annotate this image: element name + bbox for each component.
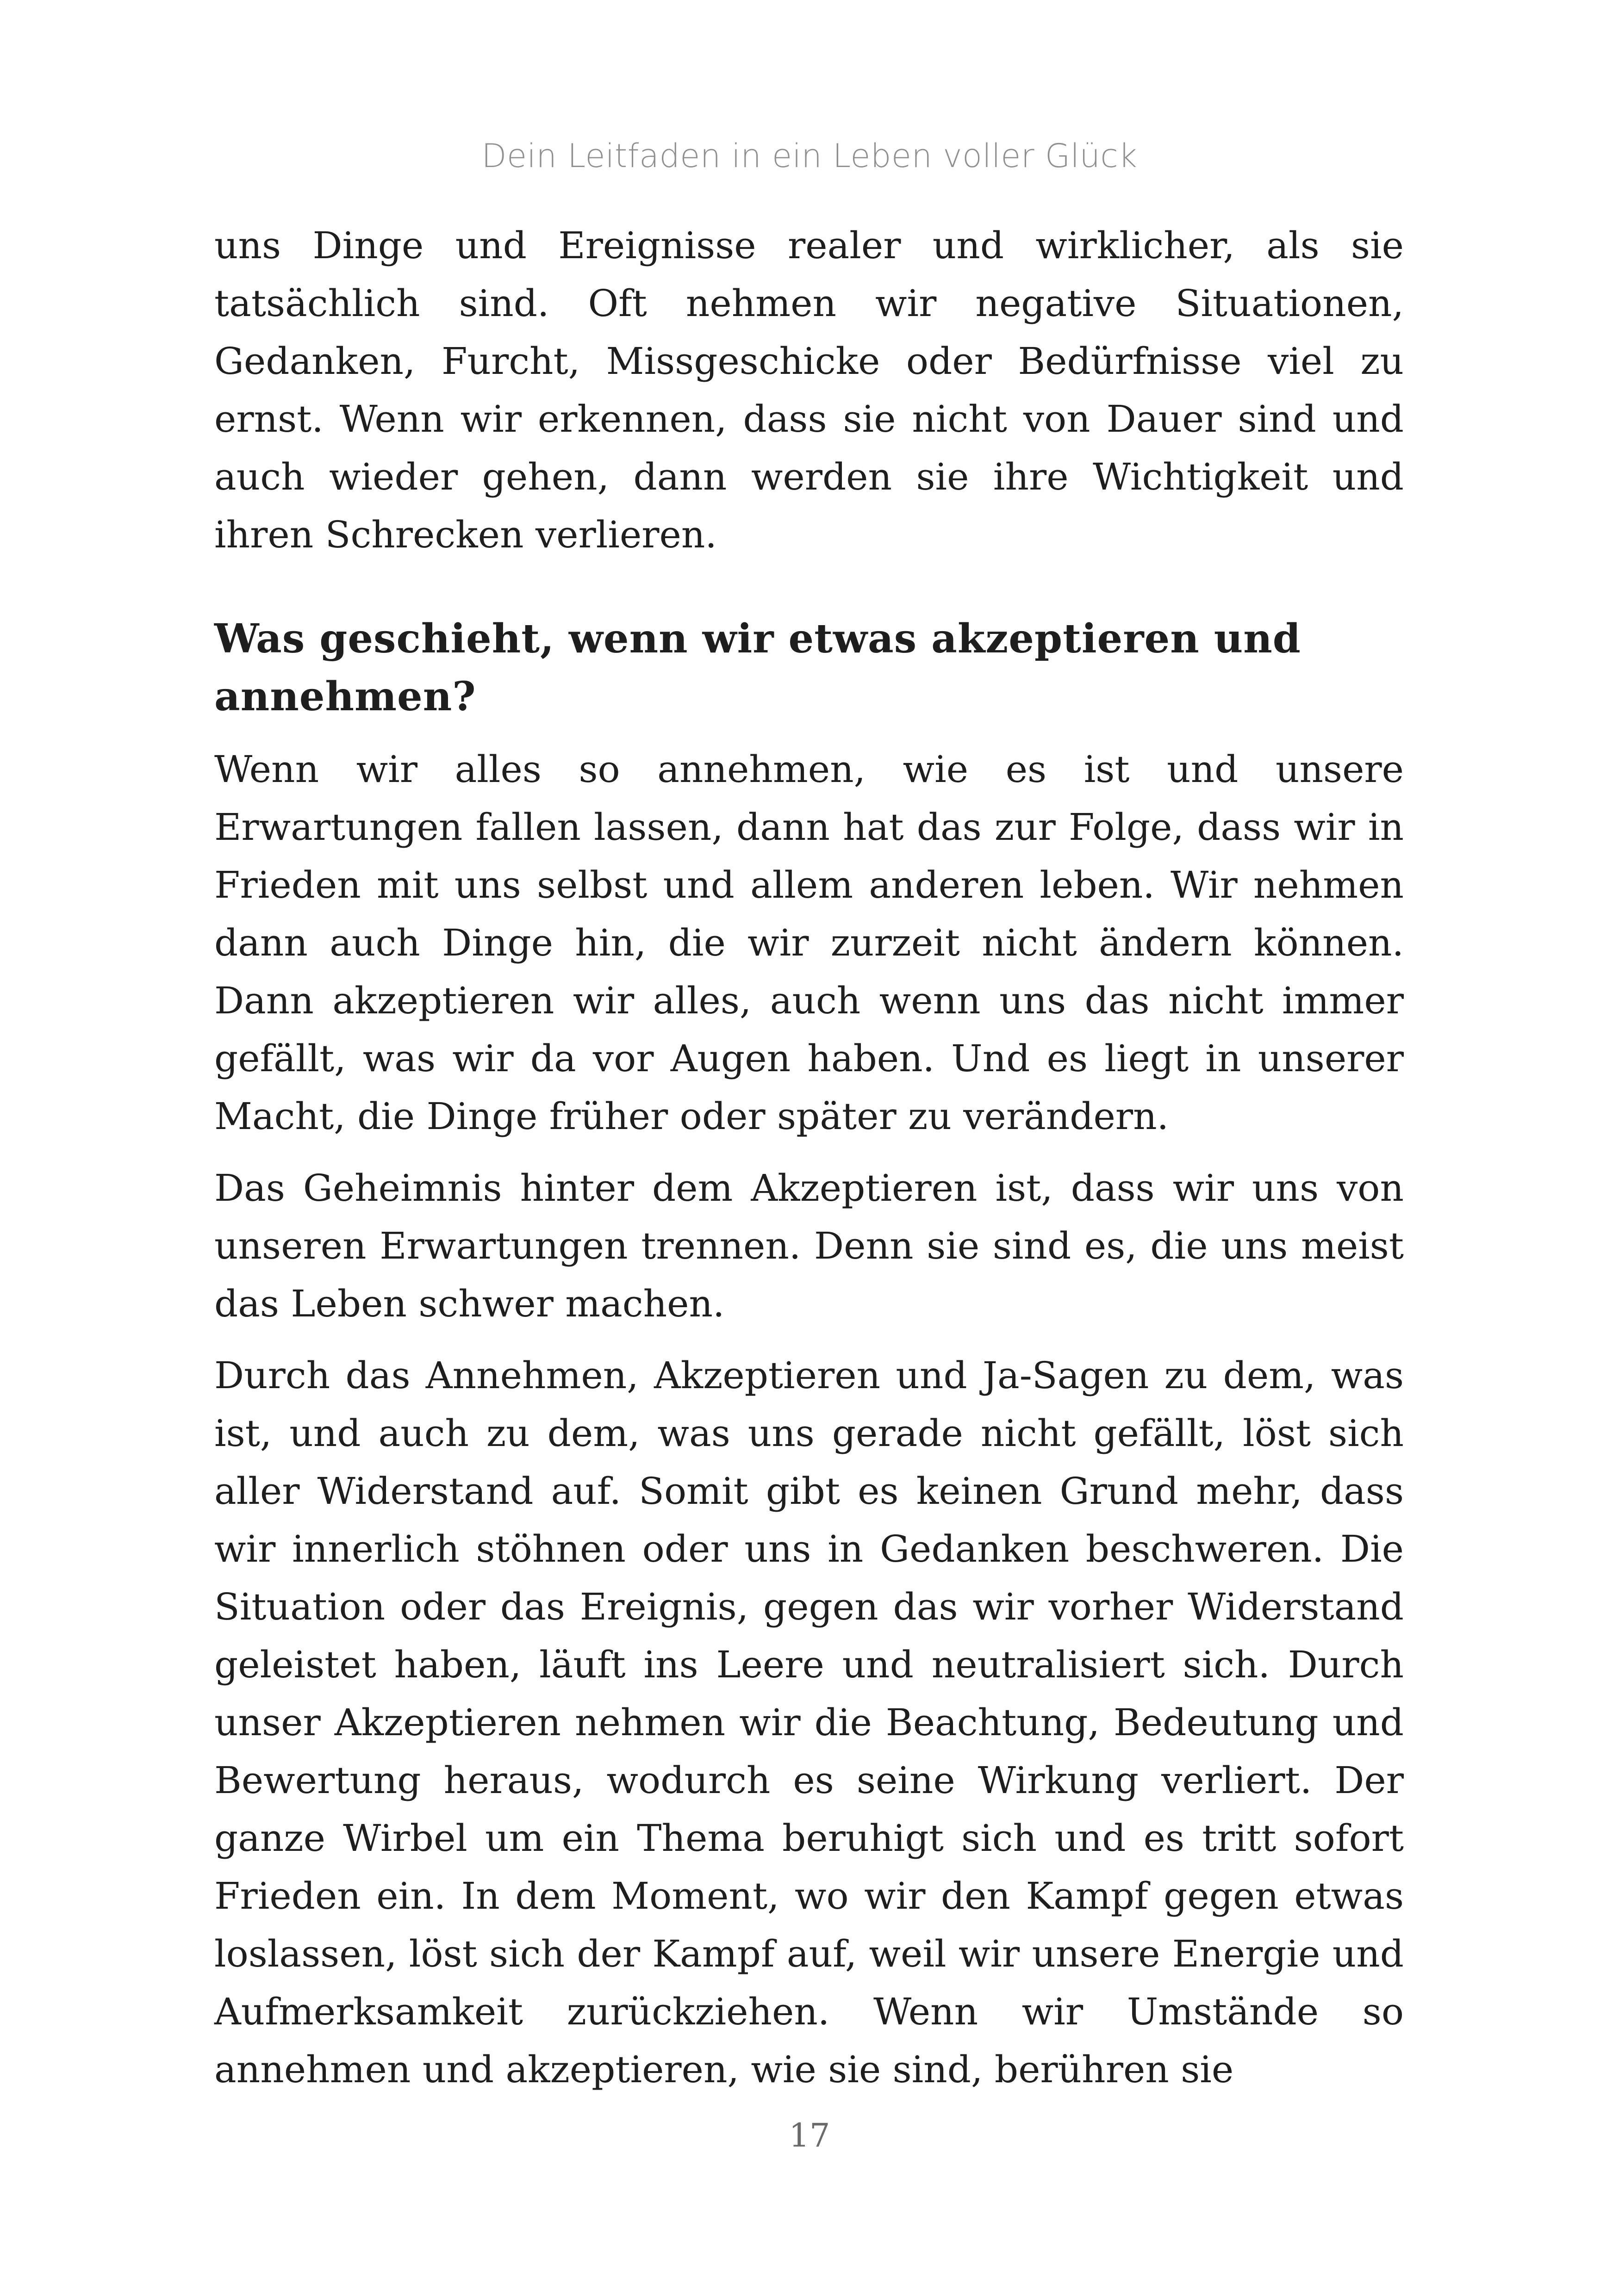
paragraph-1: Wenn wir alles so annehmen, wie es ist und unsere Erwartungen fallen lassen, dann hat das zur Folge, dass wir in Frieden mit uns selbst und allem anderen leben. Wir nehmen dann auch Dinge hin, die wir zurzeit nicht ändern können. Dann akzeptieren wir alles, auch wenn uns das nicht immer gefällt, was wir da vor Augen haben. Und es liegt in unserer Macht, die Dinge früher oder später zu verändern. [214, 748, 1404, 1138]
section-text-block [214, 740, 1404, 2098]
paragraph-3: Durch das Annehmen, Akzeptieren und Ja-Sagen zu dem, was ist, und auch zu dem, was uns gerade nicht gefällt, löst sich aller Widerstand auf. Somit gibt es keinen Grund mehr, dass wir innerlich stöhnen oder uns in Gedanken beschweren. Die Situation oder das Ereignis, gegen das wir vorher Widerstand geleistet haben, läuft ins Leere und neutralisiert sich. Durch unser Akzeptieren nehmen wir die Beachtung, Bedeutung und Bewertung heraus, wodurch es seine Wirkung verliert. Der ganze Wirbel um ein Thema beruhigt sich und es tritt sofort Frieden ein. In dem Moment, wo wir den Kampf gegen etwas loslassen, löst sich der Kampf auf, weil wir unsere Energie und Aufmerksamkeit zurückziehen. Wenn wir Umstände so annehmen und akzeptieren, wie sie sind, berühren sie [214, 1354, 1404, 2091]
paragraph-2: Das Geheimnis hinter dem Akzeptieren ist, dass wir uns von unseren Erwartungen trennen. Denn sie sind es, die uns meist das Leben schwer machen. [214, 1167, 1404, 1325]
intro-text-block [214, 217, 1404, 564]
intro-paragraph: uns Dinge und Ereignisse realer und wirklicher, als sie tatsächlich sind. Oft nehmen wir negative Situationen, Gedanken, Furcht, Missgeschicke oder Bedürfnisse viel zu ernst. Wenn wir erkennen, dass sie nicht von Dauer sind und auch wieder gehen, dann werden sie ihre Wichtigkeit und ihren Schrecken verlieren. [214, 224, 1404, 556]
section-heading: Was geschieht, wenn wir etwas akzeptieren und annehmen? [214, 615, 1301, 720]
page-number: 17 [789, 2116, 830, 2154]
running-header: Dein Leitfaden in ein Leben voller Glück [481, 137, 1138, 175]
